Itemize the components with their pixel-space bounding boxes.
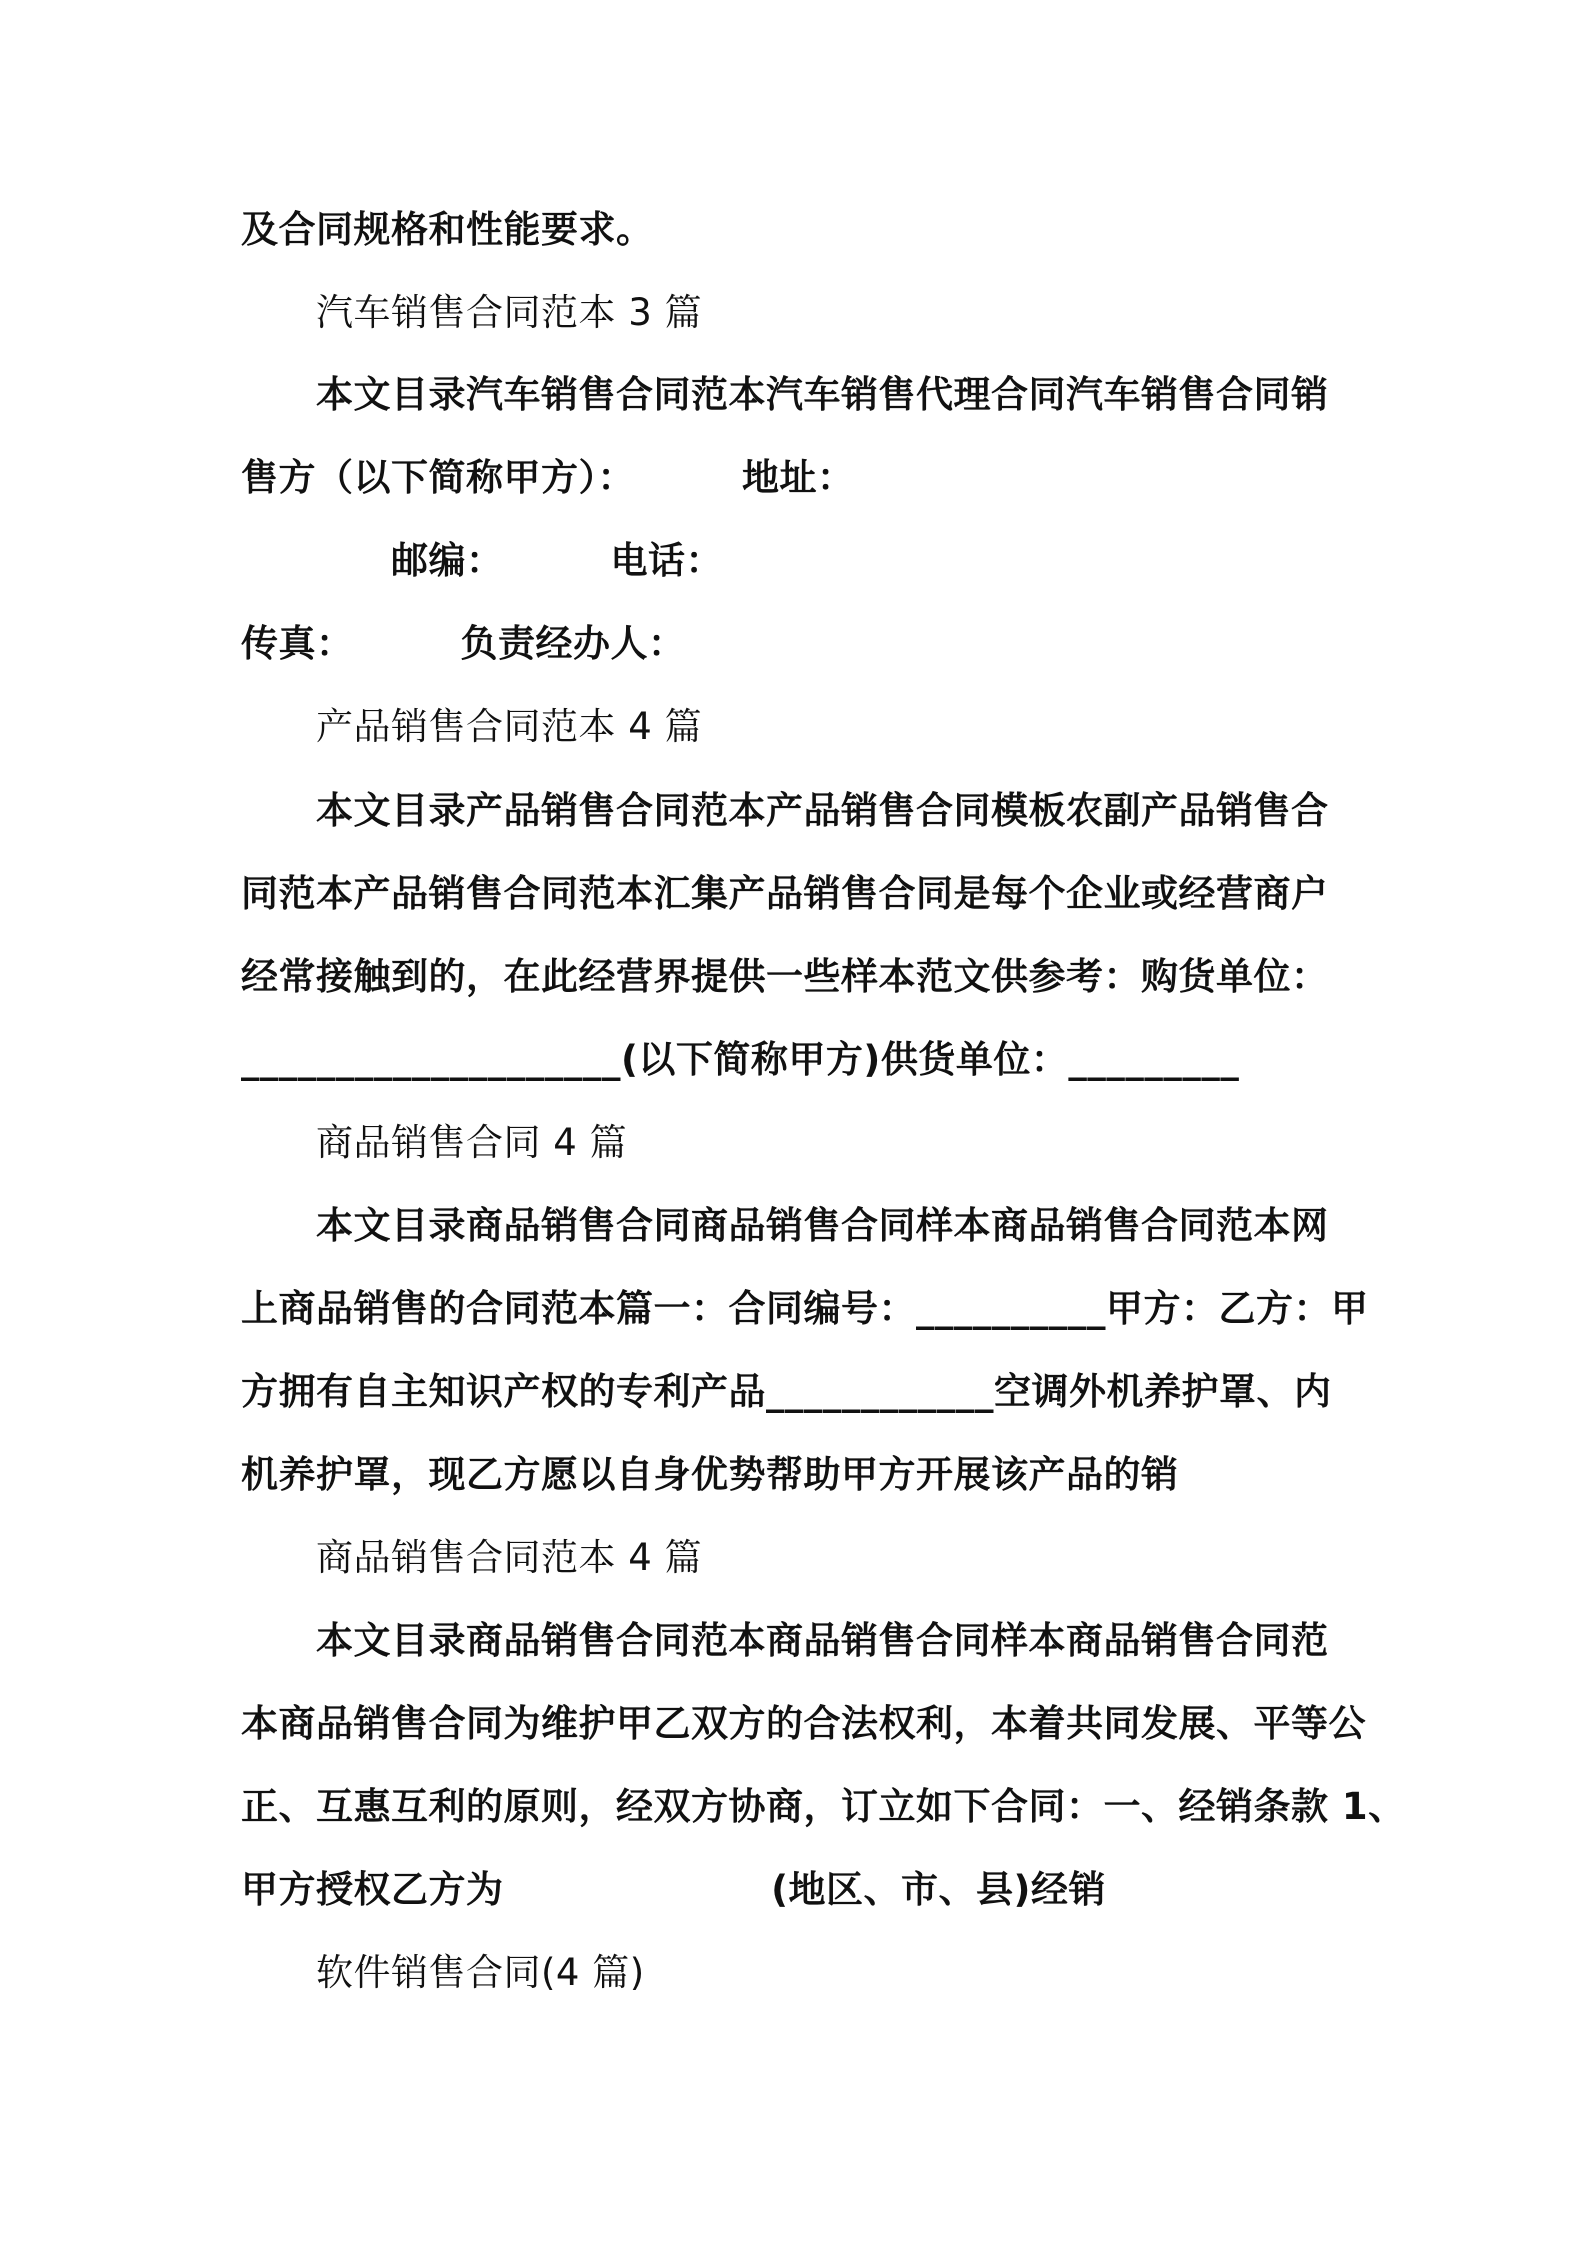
paragraph-line: 本文目录商品销售合同商品销售合同样本商品销售合同范本网 [316,1204,1329,1247]
paragraph-line: 方拥有自主知识产权的专利产品____________空调外机养护罩、内 [241,1370,1332,1413]
paragraph-line: 传真： 负责经办人： [241,622,686,665]
section-heading: 软件销售合同(4 篇) [316,1951,645,1994]
paragraph-line: 本文目录商品销售合同范本商品销售合同样本商品销售合同范 [316,1619,1329,1662]
paragraph-line: 同范本产品销售合同范本汇集产品销售合同是每个企业或经营商户 [241,872,1329,915]
paragraph-line: 上商品销售的合同范本篇一：合同编号：__________甲方：乙方：甲 [241,1287,1369,1330]
paragraph-line: 正、互惠互利的原则，经双方协商，订立如下合同：一、经销条款 1、 [241,1785,1406,1828]
paragraph-line: 及合同规格和性能要求。 [241,208,654,251]
section-heading: 商品销售合同 4 篇 [316,1121,628,1164]
paragraph-line: 本文目录汽车销售合同范本汽车销售代理合同汽车销售合同销 [316,373,1329,416]
section-heading: 产品销售合同范本 4 篇 [316,705,703,748]
paragraph-line: 本文目录产品销售合同范本产品销售合同模板农副产品销售合 [316,789,1329,832]
section-heading: 商品销售合同范本 4 篇 [316,1536,703,1579]
paragraph-line: 甲方授权乙方为 (地区、市、县)经销 [241,1868,1106,1911]
paragraph-line: 经常接触到的，在此经营界提供一些样本范文供参考：购货单位： [241,955,1329,998]
section-heading: 汽车销售合同范本 3 篇 [316,291,703,334]
paragraph-line: 售方（以下简称甲方）： 地址： [241,456,855,499]
paragraph-line: 本商品销售合同为维护甲乙双方的合法权利，本着共同发展、平等公 [241,1702,1366,1745]
paragraph-line: ____________________(以下简称甲方)供货单位：_________ [241,1038,1240,1081]
paragraph-line: 邮编： 电话： [391,539,724,582]
paragraph-line: 机养护罩，现乙方愿以自身优势帮助甲方开展该产品的销 [241,1453,1179,1496]
